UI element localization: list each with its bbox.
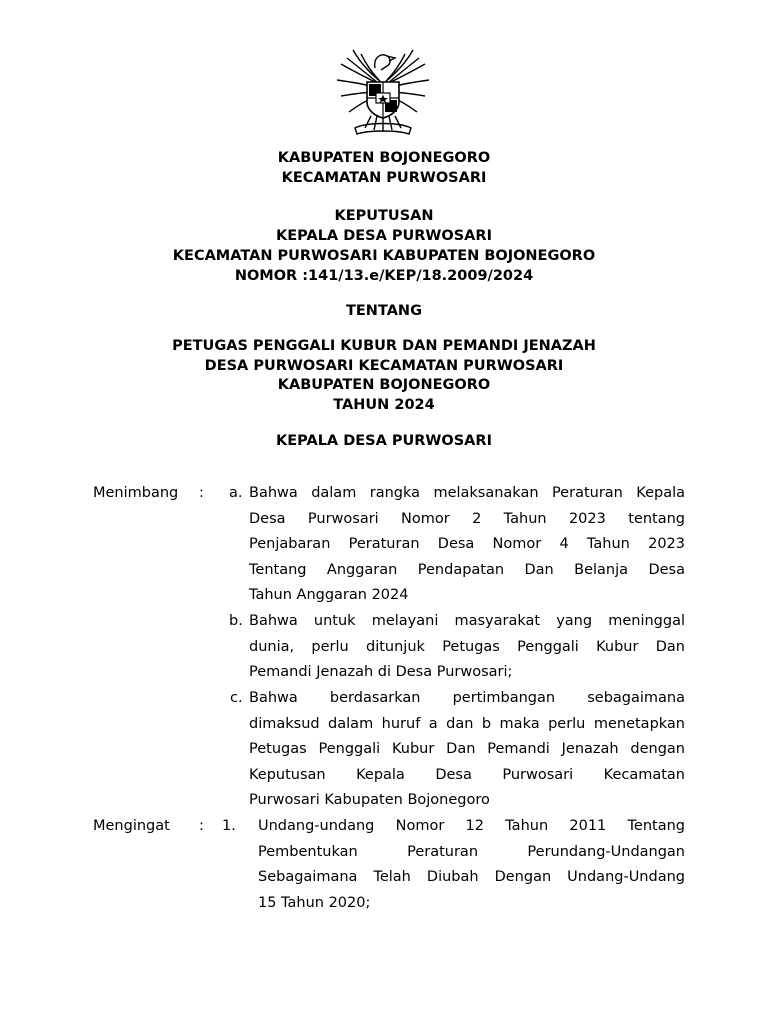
paragraph-line: Tahun Anggaran 2024 [249, 587, 409, 604]
subject-line: DESA PURWOSARI KECAMATAN PURWOSARI [204, 358, 564, 374]
menimbang-item-b [249, 609, 685, 686]
paragraph-line: Bahwa dalam rangka melaksanakan Peraturan Kepala [249, 485, 685, 501]
paragraph-line: Undang-undang Nomor 12 Tahun 2011 Tentang [258, 818, 685, 834]
subject-line: KABUPATEN BOJONEGORO [277, 377, 491, 393]
paragraph-line: Pemandi Jenazah di Desa Purwosari; [249, 664, 513, 681]
mengingat-marker-1: 1. [222, 818, 236, 834]
menimbang-marker-b: b. [229, 613, 243, 629]
menimbang-marker-c: c. [230, 690, 243, 706]
decree-issuer: KEPALA DESA PURWOSARI [276, 228, 492, 244]
paragraph-line: Petugas Penggali Kubur Dan Pemandi Jenazah dengan [249, 741, 685, 758]
paragraph-line: 15 Tahun 2020; [258, 894, 371, 911]
menimbang-colon: : [199, 485, 204, 501]
paragraph-line: Keputusan Kepala Desa Purwosari Kecamatan [249, 766, 685, 783]
region-name: KABUPATEN BOJONEGORO [277, 150, 491, 166]
paragraph-line: Bahwa berdasarkan pertimbangan sebagaimana [249, 690, 685, 706]
mengingat-label: Mengingat [93, 818, 170, 834]
paragraph-line: Bahwa untuk melayani masyarakat yang meninggal [249, 613, 685, 629]
decree-type: KEPUTUSAN [334, 208, 434, 224]
subject-line: PETUGAS PENGGALI KUBUR DAN PEMANDI JENAZAH [172, 338, 596, 354]
mengingat-colon: : [199, 818, 204, 834]
mengingat-item-1 [258, 814, 685, 916]
paragraph-line: Sebagaimana Telah Diubah Dengan Undang-Undang [258, 869, 685, 886]
subject-line: TAHUN 2024 [333, 397, 435, 413]
menimbang-marker-a: a. [229, 485, 243, 501]
decree-number: NOMOR :141/13.e/KEP/18.2009/2024 [234, 268, 534, 284]
menimbang-item-c [249, 686, 685, 814]
decree-issuer-scope: KECAMATAN PURWOSARI KABUPATEN BOJONEGORO [172, 248, 596, 264]
paragraph-line: Penjabaran Peraturan Desa Nomor 4 Tahun 2023 [249, 536, 685, 553]
paragraph-line: dimaksud dalam huruf a dan b maka perlu menetapkan [249, 715, 685, 732]
paragraph-line: Purwosari Kabupaten Bojonegoro [249, 792, 490, 809]
paragraph-line: Pembentukan Peraturan Perundang-Undangan [258, 843, 685, 860]
about-label: TENTANG [346, 303, 422, 319]
district-name: KECAMATAN PURWOSARI [281, 170, 487, 186]
garuda-emblem-icon [331, 44, 435, 136]
menimbang-label: Menimbang [93, 485, 179, 501]
paragraph-line: Tentang Anggaran Pendapatan Dan Belanja Desa [249, 561, 685, 578]
signatory-heading: KEPALA DESA PURWOSARI [276, 433, 492, 449]
menimbang-item-a [249, 481, 685, 609]
paragraph-line: dunia, perlu ditunjuk Petugas Penggali Kubur Dan [249, 638, 685, 655]
paragraph-line: Desa Purwosari Nomor 2 Tahun 2023 tentang [249, 510, 685, 527]
